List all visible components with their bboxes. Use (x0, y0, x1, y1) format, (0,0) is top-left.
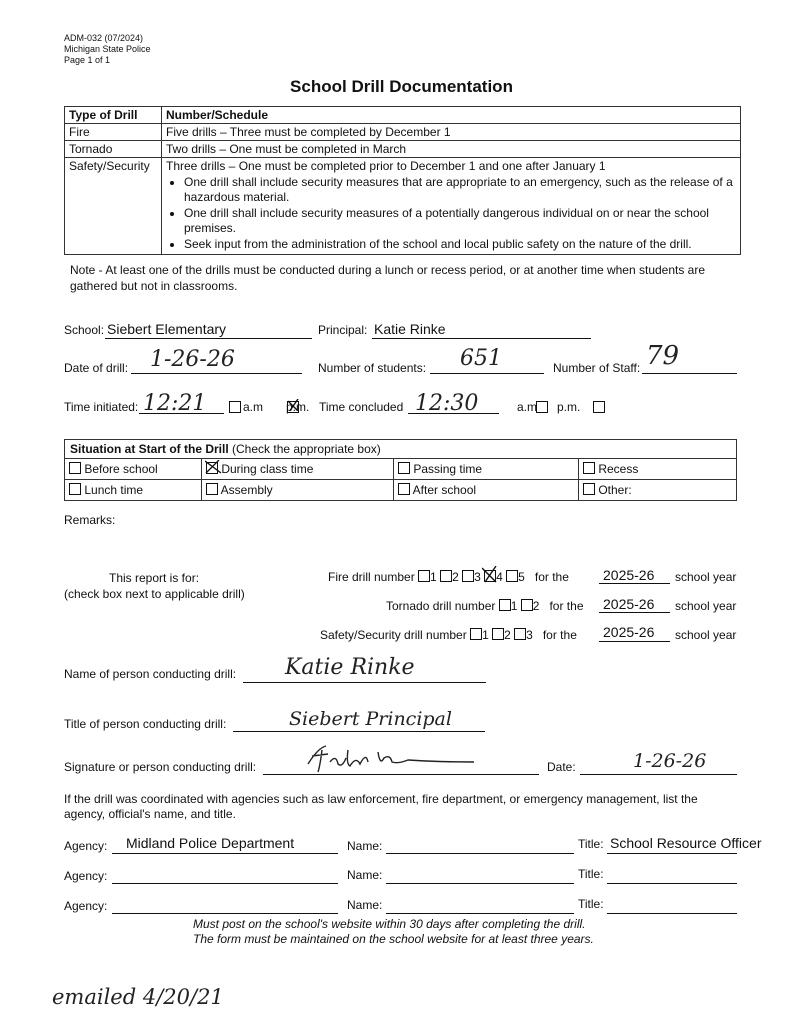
pm-checkbox[interactable] (593, 401, 605, 413)
situation-row (65, 459, 737, 480)
title-label: Title: (578, 837, 604, 851)
name-underline (386, 853, 574, 854)
form-agency: Michigan State Police (64, 44, 151, 54)
page-number: Page 1 of 1 (64, 55, 111, 65)
option-after-school[interactable] (394, 480, 579, 501)
type-header: Type of Drill (65, 107, 162, 124)
checkbox[interactable] (206, 483, 218, 495)
time-concluded-underline (408, 413, 499, 414)
option-label: After school (412, 483, 477, 497)
tornado-1-checkbox[interactable] (499, 599, 511, 611)
am-label: a.m (243, 400, 264, 414)
option-during-class[interactable] (202, 459, 394, 480)
principal-underline (372, 338, 591, 339)
sign-date-label: Date: (547, 760, 576, 774)
checkbox[interactable] (69, 462, 81, 474)
conductor-name-underline (243, 682, 486, 683)
checkbox-checked[interactable] (206, 462, 218, 474)
tornado-drill-row (386, 599, 584, 613)
safety-3-checkbox[interactable] (514, 628, 526, 640)
safety-3-label: 3 (526, 628, 533, 642)
for-the-label: for the (534, 570, 569, 584)
name-underline (386, 913, 574, 914)
conductor-title-field[interactable]: Siebert Principal (289, 708, 452, 730)
table-row (65, 124, 741, 141)
conductor-title-underline (233, 731, 485, 732)
agency-field[interactable]: Midland Police Department (126, 835, 295, 851)
staff-underline (642, 373, 737, 374)
agencies-intro: If the drill was coordinated with agencies such as law enforcement, fire department, or emergency management, list the agency, official's name, and title. (64, 792, 698, 821)
students-field[interactable]: 651 (460, 346, 502, 371)
fire-5-checkbox[interactable] (506, 570, 518, 582)
students-label: Number of students: (318, 361, 427, 375)
school-label: School: (64, 323, 105, 337)
footer-line-2: The form must be maintained on the school website for at least three years. (193, 932, 594, 946)
list-item: • One drill shall include security measures of a potentially dangerous individual on or near the school premises. (184, 206, 736, 236)
title-underline (607, 913, 737, 914)
safety-drill-row (320, 628, 577, 642)
principal-label: Principal: (318, 323, 368, 337)
checkbox[interactable] (398, 462, 410, 474)
tornado-school-year-field[interactable]: 2025-26 (603, 596, 655, 612)
conductor-name-label: Name of person conducting drill: (64, 667, 237, 681)
checkbox[interactable] (69, 483, 81, 495)
agency-underline (112, 913, 338, 914)
principal-field[interactable]: Katie Rinke (374, 321, 446, 337)
title-label: Title: (578, 897, 604, 911)
date-field[interactable]: 1-26-26 (150, 347, 235, 372)
title-field[interactable]: School Resource Officer (610, 835, 762, 851)
checkbox[interactable] (583, 462, 595, 474)
conductor-name-field[interactable]: Katie Rinke (285, 655, 415, 680)
check-mark-icon (482, 566, 498, 584)
fire-4-label: 4 (496, 570, 503, 584)
security-bullet-list (166, 175, 736, 252)
staff-field[interactable]: 79 (646, 341, 680, 371)
fire-school-year-field[interactable]: 2025-26 (603, 567, 655, 583)
fire-1-label: 1 (430, 570, 437, 584)
agency-label: Agency: (64, 899, 108, 913)
sign-date-field[interactable]: 1-26-26 (633, 750, 707, 772)
school-year-label: school year (675, 599, 737, 613)
agency-underline (112, 883, 338, 884)
staff-label: Number of Staff: (553, 361, 641, 375)
for-the-label: for the (549, 599, 584, 613)
agency-underline (112, 853, 338, 854)
title-label: Title: (578, 867, 604, 881)
drill-note: Note - At least one of the drills must be conducted during a lunch or recess period, or at another time when students are gathered but not in classrooms. (70, 263, 706, 293)
signature-underline (263, 774, 539, 775)
fire-4-checkbox-checked[interactable] (484, 570, 496, 582)
option-label: Passing time (413, 462, 483, 476)
tornado-2-label: 2 (532, 599, 540, 613)
checkbox[interactable] (398, 483, 410, 495)
check-mark-icon (205, 460, 223, 474)
agency-label: Agency: (64, 839, 108, 853)
option-label: During class time (221, 462, 314, 476)
time-initiated-underline (139, 413, 224, 414)
sign-date-underline (580, 774, 737, 775)
option-other[interactable] (579, 480, 737, 501)
form-id: ADM-032 (07/2024) (64, 33, 144, 43)
situation-header-row (65, 440, 737, 459)
handwritten-emailed-note: emailed 4/20/21 (52, 985, 224, 1009)
pm-label: p.m. (286, 400, 310, 414)
pm-label: p.m. (557, 400, 581, 414)
safety-drill-label: Safety/Security drill number (320, 628, 467, 642)
checkbox[interactable] (583, 483, 595, 495)
time-initiated-field[interactable]: 12:21 (143, 391, 207, 416)
list-item: • One drill shall include security measures that are appropriate to an emergency, such as the release of a hazardous material. (184, 175, 736, 205)
drill-schedule: Two drills – One must be completed in March (162, 141, 741, 158)
fire-drill-label: Fire drill number (328, 570, 415, 584)
situation-heading-note: (Check the appropriate box) (232, 442, 381, 456)
drill-schedule: Three drills – One must be completed prior to December 1 and one after January 1 (166, 159, 606, 173)
option-passing-time[interactable] (394, 459, 579, 480)
option-label: Assembly (220, 483, 273, 497)
option-before-school[interactable] (65, 459, 202, 480)
safety-1-checkbox[interactable] (470, 628, 482, 640)
table-row (65, 141, 741, 158)
drill-schedule-table (64, 106, 741, 255)
am-label: a.m (517, 400, 538, 414)
name-label: Name: (347, 868, 383, 882)
tornado-2-checkbox[interactable] (521, 599, 533, 611)
drill-schedule-cell (162, 158, 741, 255)
signature-label: Signature or person conducting drill: (64, 760, 257, 774)
remarks-label: Remarks: (64, 513, 116, 527)
tornado-1-label: 1 (510, 599, 518, 613)
safety-2-checkbox[interactable] (492, 628, 504, 640)
time-concluded-field[interactable]: 12:30 (415, 391, 479, 416)
page-title: School Drill Documentation (290, 77, 513, 96)
title-underline (607, 853, 737, 854)
fire-1-checkbox[interactable] (418, 570, 430, 582)
conductor-title-label: Title of person conducting drill: (64, 717, 227, 731)
handwritten-signature[interactable] (298, 742, 478, 776)
fire-2-label: 2 (452, 570, 459, 584)
school-year-label: school year (675, 628, 737, 642)
time-concluded-label: Time concluded (319, 400, 404, 414)
am-checkbox[interactable] (536, 401, 548, 413)
option-label: Recess (598, 462, 639, 476)
drill-type: Fire (65, 124, 162, 141)
agency-label: Agency: (64, 869, 108, 883)
option-recess[interactable] (579, 459, 737, 480)
drill-type: Tornado (65, 141, 162, 158)
year-underline (599, 583, 670, 584)
situation-row (65, 480, 737, 501)
fire-3-checkbox[interactable] (462, 570, 474, 582)
option-lunch-time[interactable] (65, 480, 202, 501)
list-item: • Seek input from the administration of the school and local public safety on the nature of the drill. (184, 237, 736, 252)
drill-schedule: Five drills – Three must be completed by December 1 (162, 124, 741, 141)
option-label: Other: (598, 483, 632, 497)
situation-heading: Situation at Start of the Drill (70, 442, 229, 456)
name-underline (386, 883, 574, 884)
option-label: Before school (84, 462, 158, 476)
safety-school-year-field[interactable]: 2025-26 (603, 624, 655, 640)
fire-3-label: 3 (474, 570, 481, 584)
schedule-header: Number/Schedule (162, 107, 741, 124)
title-underline (607, 883, 737, 884)
table-header-row (65, 107, 741, 124)
school-year-label: school year (675, 570, 737, 584)
students-underline (430, 373, 544, 374)
date-underline (131, 373, 302, 374)
year-underline (599, 612, 670, 613)
drill-type: Safety/Security (65, 158, 162, 255)
footer-line-1: Must post on the school's website within 30 days after completing the drill. (193, 917, 586, 931)
am-checkbox[interactable] (229, 401, 241, 413)
fire-drill-row (328, 570, 569, 584)
report-for-note: (check box next to applicable drill) (64, 587, 245, 601)
date-label: Date of drill: (64, 361, 129, 375)
option-assembly[interactable] (202, 480, 394, 501)
school-field[interactable]: Siebert Elementary (107, 321, 227, 337)
fire-2-checkbox[interactable] (440, 570, 452, 582)
school-underline (105, 338, 312, 339)
for-the-label: for the (542, 628, 577, 642)
fire-5-label: 5 (518, 570, 525, 584)
time-initiated-label: Time initiated: (64, 400, 139, 414)
safety-2-label: 2 (504, 628, 511, 642)
report-for-label: This report is for: (109, 571, 200, 585)
option-label: Lunch time (84, 483, 144, 497)
tornado-drill-label: Tornado drill number (386, 599, 496, 613)
name-label: Name: (347, 898, 383, 912)
table-row (65, 158, 741, 255)
name-label: Name: (347, 839, 383, 853)
situation-heading-cell (65, 440, 737, 459)
safety-1-label: 1 (482, 628, 489, 642)
situation-table (64, 439, 737, 501)
year-underline (599, 641, 670, 642)
